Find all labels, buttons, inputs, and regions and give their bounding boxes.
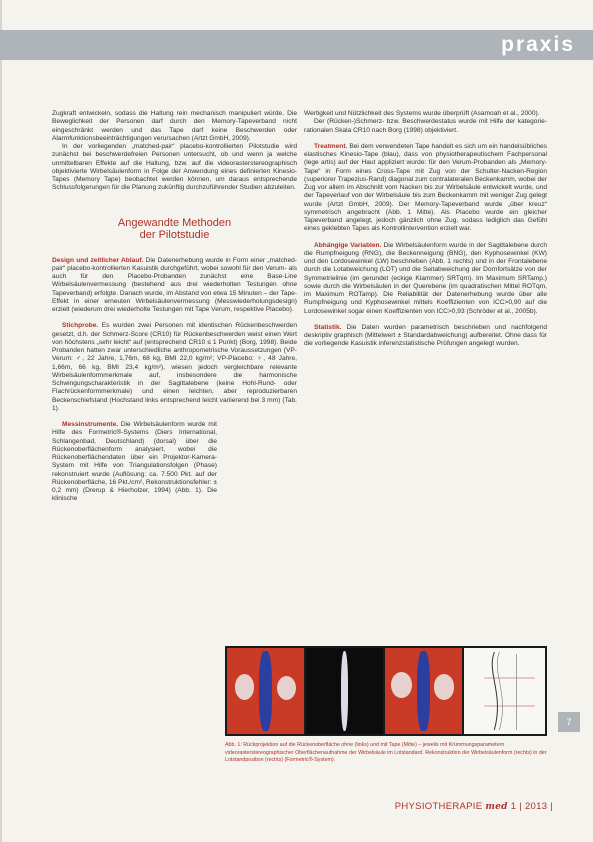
paragraph-design xyxy=(52,257,297,315)
spine-band xyxy=(417,651,429,730)
paragraph: Der (Rücken-)Schmerz- bzw. Beschwerdestatus wurde mit Hilfe der kategorie-rationalen Skala CR10 nach Borg (1998) objektiviert. xyxy=(304,118,547,134)
variables-lead: Abhängige Variablen. xyxy=(314,241,382,249)
figure-panel-without-tape xyxy=(227,648,304,734)
instruments-lead: Messinstrumente. xyxy=(62,421,119,428)
figure-caption: Abb. 1: Rückprojektion auf die Rückenoberfläche ohne (links) und mit Tape (Mitte) – jeweils mit Krümmungsparametern videorasterstereographischer Oberflächenaufnahme der Wirbelsäule im Lotstandard. Rekonstruktion der Wirbelsäulenform (rechts) in der Lotstandposition (rechts) (Formetric®-System). xyxy=(225,742,547,763)
sample-text: Es wurden zwei Personen mit identischen Rückenbeschwerden gesetzt, d.h. der Schmerz-Score (CR10) für Rückenbeschwerden weist einen Wert von höchstens „sehr leicht“ auf (entsprechend CR10 ≤ 1 Punkt) (Borg, 1998). Beide Probanden hatten zwar unterschiedliche anthropometrische Voraussetzungen (VP-Verum: ♂, 22 Jahre, 1,76m, 68 kg, BMI 22,0 kg/m²; VP-Placebo: ♀, 48 Jahre, 1,66m, 66 kg, BMI 23,4 kg/m²), wiesen jedoch vergleichbare relevante Wirbelsäulenformmerkmale auf, insbesondere die harmonische Schwingungscharakteristik in der Sagittalebene (keine Hohl-Rund- oder Flachrückenformmerkmale) und einen leichten, aber reproduzierbaren Beckenschiefstand (Hochstand links entsprechend leicht variierend bei 3 mm) (Tab. 1). xyxy=(52,322,297,412)
heading-line-2: der Pilotstudie xyxy=(139,228,210,241)
instruments-text: Die Wirbelsäulenform wurde mit Hilfe des Formetric®-Systems (Diers International, Schlangenbad, Deutschland) (dorsal) über die Rückenoberflächenform analysiert, wobei die Rückenoberflächendaten über ein Projektor-Kamera-System mit Hilfe von Triangulationsfolgen (Phase) rekonstruiert wurde (Auflösung: ca. 7.500 Pkt. auf der Rückenoberfläche, 16 Pkt./cm², Rekonstruktionsfehler: ± 0,2 mm) (Drerup & Hierholzer, 1994) (Abb. 1). Die klinische xyxy=(52,421,217,503)
design-text: Die Datenerhebung wurde in Form einer „matched-pair“ placebo-kontrollierten Kasuistik durchgeführt, wobei sowohl für den Verum- als auch für den Placebo-Probanden zunächst eine Base-Line Wirbelsäulenvermessung (bestehend aus drei wiederholten Testungen ohne Tapeverband) erfolgte. Danach wurde, im Abstand von etwa 15 Minuten – der Tape-Effekt in einer erneuten Wirbelsäulenvermessung (Messwiederholungsdesign) erzielt (wiederum drei wiederholte Testungen mit Tape Verum, respektive Placebo). xyxy=(52,256,297,313)
figure-spine-scans xyxy=(225,646,547,736)
paragraph-variables xyxy=(304,242,547,316)
page-number: 7 xyxy=(558,712,580,732)
footer xyxy=(395,801,553,812)
journal-name: PHYSIOTHERAPIE xyxy=(394,801,483,812)
spine-band xyxy=(259,651,271,730)
paragraph-treatment xyxy=(304,143,547,234)
figure-panel-spine-reconstruction xyxy=(464,648,545,734)
design-lead: Design und zeitlicher Ablauf. xyxy=(52,256,144,264)
statistics-text: Die Daten wurden parametrisch beschrieben und nachfolgend deskriptiv graphisch (Mittelwert ± Standardabweichung) aufbereitet. Ohne dass für die vorliegende Kasuistik inferenzstatistische Prüfungen angelegt wurden. xyxy=(304,323,547,348)
treatment-text: Bei dem verwendeten Tape handelt es sich um ein handelsübliches elastisches Kinesio-Tape (blau), dass von physiotherapeutischem Fachpersonal (lege artis) auf der Haut appliziert wurde: für den Verum-Probanden als „Memory-Tape“ in Form eines Cross-Tape mit Zug von der Schulter-Nacken-Region (superiorer Trapezius-Rand) diagonal zum contralateralen Beckenkamm, wobei der Zug vor allem im Abschnitt vom Nacken bis zur Wirbelsäule entwickelt wurde, und der Tapeverlauf von der Wirbelsäule bis zum Beckenkamm mit weniger Zug gelegt wurde (Artzt GmbH, 2009). Der Memory-Tapeverband wurde „über kreuz“ symmetrisch angebracht (Abb. 1 Mitte). Als Placebo wurde ein gleicher Tapeverband angelegt, jedoch gänzlich ohne Zug, sodass lediglich das Gefühl eines geklebten Tapes als Kontrollintervention erzielt war. xyxy=(304,142,547,233)
paragraph-instruments xyxy=(52,421,217,504)
paragraph: Wertigkeit und Nützlichkeit des Systems wurde überprüft (Asamoah et al., 2000). xyxy=(304,110,540,117)
paragraph: Zugkraft entwickeln, sodass die Haltung rein mechanisch manipuliert würde. Die Beweglichkeit der Personen darf durch den Memory-Tapeverband nicht eingeschränkt werden und das Tape darf keine Beschwerden oder Alarmfunktionsbeeinträchtigungen verursachen (Artzt GmbH, 2009). xyxy=(52,110,297,142)
left-column xyxy=(52,110,297,504)
variables-text: Die Wirbelsäulenform wurde in der Sagittalebene durch die Rumpfneigung (RNG), die Beckenneigung (BNG), den Kyphosewinkel (KW) und den Lordosewinkel (LW) beschrieben (Abb. 1 rechts) und in der Frontalebene durch die Lotabweichung (LOT) und die Seitabweichung der Dornfortsätze von der Symmetrielinie (im gerundet (eckige Klammer) SRTqm). Im Maximum SRTamp.) sowie durch die Wirbelsäulen in der Querebene (im quadratischen Mittel ROTqm, im Maximum ROTamp). Die Reliabilität der Datenerhebung wurde über alle Rumpfneigung und Kyphosewinkel mittels Koeffizienten von ICC>0,90 auf die Lordosewinkel sogar einen Koeffizienten von ICC>0,93 (Schröder et al., 2005b). xyxy=(304,241,547,315)
figure-panel-back-photo xyxy=(306,648,383,734)
heading-line-1: Angewandte Methoden xyxy=(117,216,232,229)
paragraph-sample xyxy=(52,322,297,413)
figure-panel-with-tape xyxy=(385,648,462,734)
paragraph: In der vorliegenden „matched-pair“ placebo-kontrollierten Pilotstudie wird zunächst bei beschwerdefreien Personen untersucht, ob und wenn ja welche unmittelbaren Effekte auf die Haltung, bzw. auf die videorasterstereographisch objektivierte Wirbelsäulenform in Folge der Anwendung eines definierten Kinesio-Tapes (Memory Tape) beobachtet werden können, um daraus entsprechende Schlussfolgerungen für die Planung zukünftig durchzuführender Studien abzuleiten. xyxy=(52,143,297,192)
section-heading xyxy=(52,217,297,241)
sample-lead: Stichprobe. xyxy=(62,322,99,330)
journal-med: med xyxy=(485,802,508,812)
issue-info: 1 | 2013 | xyxy=(510,801,553,812)
treatment-lead: Treatment. xyxy=(314,142,348,150)
section-header xyxy=(0,30,593,60)
statistics-lead: Statistik. xyxy=(314,323,342,331)
right-column xyxy=(304,110,547,349)
page-edge xyxy=(0,0,2,842)
paragraph-statistics xyxy=(304,324,547,349)
section-title: praxis xyxy=(501,33,575,56)
